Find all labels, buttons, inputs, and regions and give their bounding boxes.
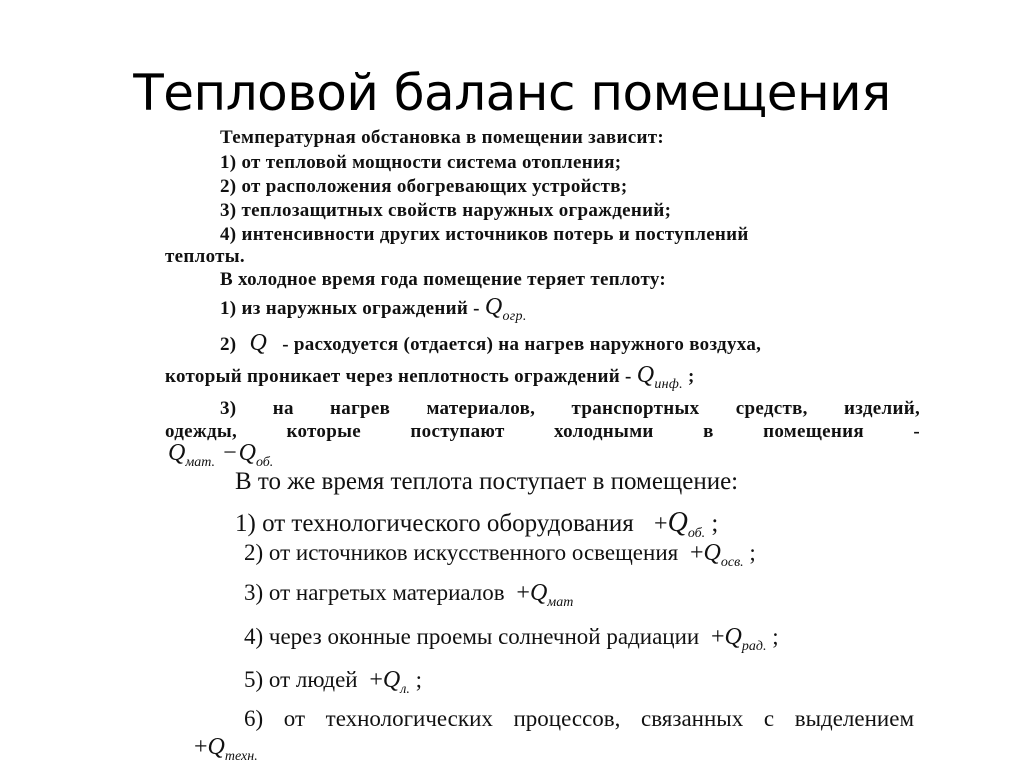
plus-sign: + xyxy=(654,511,668,537)
minus-sign: − xyxy=(223,440,237,466)
q-mat-symbol: $Q_{мат.}$ xyxy=(168,440,216,470)
loss-item-1 xyxy=(220,294,527,325)
loss-item-3-formula xyxy=(168,440,273,471)
q-tekhn-symbol: $Q_{техн.}$ xyxy=(207,734,258,764)
factor-1: 1) от тепловой мощности система отопления; xyxy=(220,152,622,173)
gain-item-5-text: 5) от людей xyxy=(244,667,358,692)
q-ogr-symbol: $Q_{огр.}$ xyxy=(484,294,527,324)
plus-sign: + xyxy=(369,667,383,693)
cold-season-intro: В холодное время года помещение теряет теплоту: xyxy=(220,269,667,290)
factor-4-line-1: 4) интенсивности других источников потерь и поступлений xyxy=(220,224,749,245)
loss-item-2-end: ; xyxy=(688,366,695,387)
q-symbol: Q xyxy=(249,330,268,356)
q-ob-symbol: $Q_{об.}$ xyxy=(238,440,274,470)
q-mat-gain-symbol: $Q_{мат}$ xyxy=(529,580,574,610)
gain-item-1-text: 1) от технологического оборудования xyxy=(235,510,634,537)
q-rad-symbol: $Q_{рад.}$ xyxy=(724,624,767,654)
loss-item-3-line-2: одежды, которые поступают холодными в помещения - xyxy=(165,421,920,442)
q-l-symbol: $Q_{л.}$ xyxy=(382,667,410,697)
gain-item-6-formula xyxy=(194,734,258,765)
gain-item-3 xyxy=(244,580,573,611)
loss-intro: Температурная обстановка в помещении зависит: xyxy=(220,127,664,148)
gain-item-5-end: ; xyxy=(415,667,423,692)
factor-4-line-2: теплоты. xyxy=(165,246,245,267)
gain-item-4-end: ; xyxy=(772,624,779,649)
gain-item-2-end: ; xyxy=(749,540,756,565)
loss-item-1-text: 1) из наружных ограждений - xyxy=(220,298,480,319)
gain-item-3-text: 3) от нагретых материалов xyxy=(244,580,505,605)
loss-item-2 xyxy=(220,330,761,357)
gain-item-4 xyxy=(244,624,779,655)
slide-title: Тепловой баланс помещения xyxy=(133,64,891,122)
q-ob-gain-symbol: $Q_{об.}$ xyxy=(667,507,706,541)
loss-item-3-line-1: 3) на нагрев материалов, транспортных средств, изделий, xyxy=(220,398,920,419)
gain-item-4-text: 4) через оконные проемы солнечной радиации xyxy=(244,624,700,649)
plus-sign: + xyxy=(516,580,530,606)
gain-item-6: 6) от технологических процессов, связанных с выделением xyxy=(244,706,914,731)
plus-sign: + xyxy=(194,734,208,760)
loss-item-2-cont xyxy=(165,362,695,393)
gain-item-1 xyxy=(235,507,718,542)
gain-intro: В то же время теплота поступает в помещение: xyxy=(235,468,739,495)
loss-item-2-cont-text: который проникает через неплотность ограждений - xyxy=(165,366,632,387)
loss-item-2-prefix: 2) xyxy=(220,334,237,355)
gain-item-2-text: 2) от источников искусственного освещения xyxy=(244,540,679,565)
gain-item-5 xyxy=(244,667,422,698)
factor-3: 3) теплозащитных свойств наружных ограждений; xyxy=(220,200,672,221)
loss-item-2-text: - расходуется (отдается) на нагрев наружного воздуха, xyxy=(282,334,762,355)
q-osv-symbol: $Q_{осв.}$ xyxy=(703,540,744,570)
factor-2: 2) от расположения обогревающих устройств; xyxy=(220,176,628,197)
gain-item-1-end: ; xyxy=(711,510,719,537)
gain-item-2 xyxy=(244,540,756,571)
plus-sign: + xyxy=(689,540,704,566)
plus-sign: + xyxy=(710,624,725,650)
q-inf-symbol: $Q_{инф.}$ xyxy=(636,362,683,392)
